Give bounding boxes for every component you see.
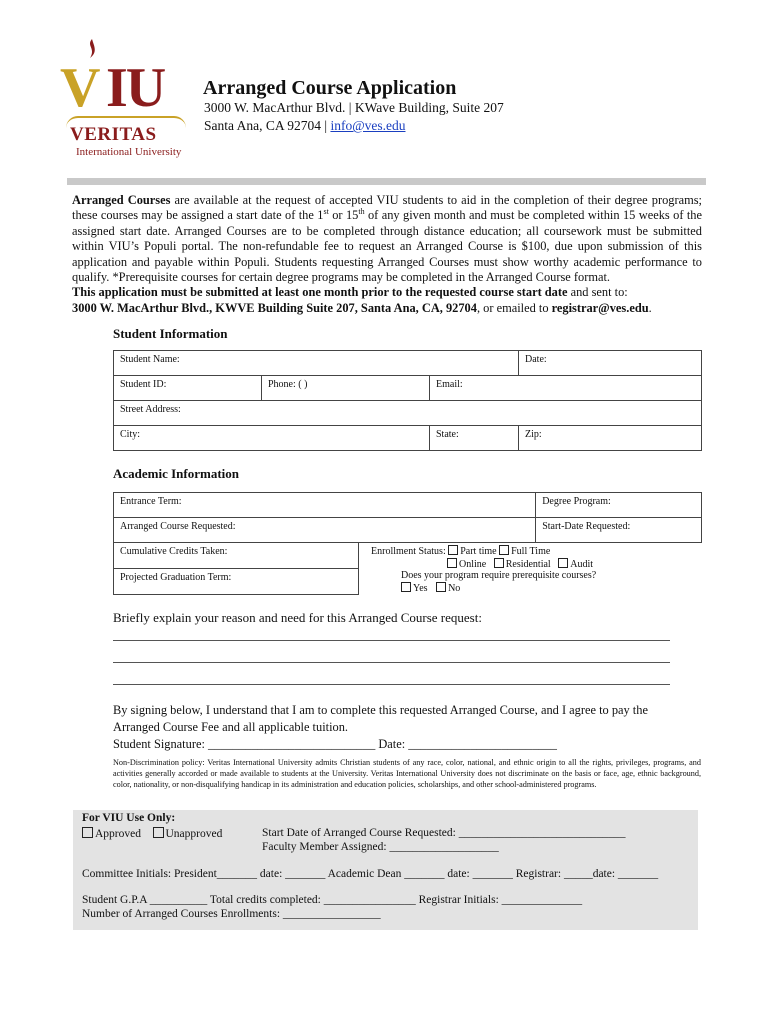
approved-checkbox[interactable]	[82, 827, 93, 838]
intro-sent-to: and sent to:	[567, 285, 628, 300]
prereq-yes-checkbox[interactable]	[401, 582, 411, 592]
audit-label: Audit	[570, 558, 593, 570]
unapproved-label: Unapproved	[165, 828, 223, 840]
signature-statement: By signing below, I understand that I am to complete this requested Arranged Course, and I agree to pay the Arranged Course Fee and all applicable tuition.	[113, 703, 648, 734]
approved-label: Approved	[95, 828, 141, 840]
student-info-heading: Student Information	[113, 326, 228, 341]
page-title: Arranged Course Application	[203, 77, 457, 99]
start-date-line[interactable]: Start Date of Arranged Course Requested: _____________________________	[262, 827, 626, 839]
logo-letters-iu: IU	[106, 57, 165, 119]
header-divider	[67, 178, 706, 185]
date-field[interactable]: Date:	[519, 351, 702, 376]
signature-section	[113, 702, 673, 753]
intro-paragraph	[72, 193, 702, 316]
online-checkbox[interactable]	[447, 558, 457, 568]
logo-subtitle: International University	[76, 146, 182, 158]
faculty-line[interactable]: Faculty Member Assigned: ___________________	[262, 841, 499, 853]
phone-field[interactable]: Phone: ( )	[262, 376, 430, 401]
signature-line[interactable]: Student Signature: ___________________________ Date: ________________________	[113, 737, 557, 751]
address-city: Santa Ana, CA 92704 |	[204, 118, 331, 133]
residential-label: Residential	[505, 558, 551, 570]
student-id-field[interactable]: Student ID:	[114, 376, 262, 401]
intro-sup-1: st	[323, 207, 329, 217]
mailing-address: 3000 W. MacArthur Blvd., KWVE Building Suite 207, Santa Ana, CA, 92704	[72, 300, 477, 315]
nondiscrimination-policy: Non-Discrimination policy: Veritas International University admits Christian students of any race, color, national, and ethnic origin to all the rights, privileges, programs, and activities generally accorded or made available to students at the University. Veritas International University does not discriminate on the basis or face, age, ethnic background, color, nationality, or non-disqualifying handicap in its administration and education policies, scholarships, and other school-administered programs.	[113, 758, 701, 789]
intro-period: .	[648, 300, 652, 315]
entrance-term-field[interactable]: Entrance Term:	[114, 493, 536, 518]
logo-name: VERITAS	[70, 124, 157, 145]
university-logo	[58, 38, 193, 163]
info-email-link[interactable]: info@ves.edu	[330, 118, 406, 133]
academic-info-heading: Academic Information	[113, 466, 240, 481]
gpa-line[interactable]: Student G.P.A __________ Total credits completed: ________________ Registrar Initials: ______________	[82, 894, 583, 906]
degree-program-field[interactable]: Degree Program:	[536, 493, 702, 518]
enrollment-status-label: Enrollment Status:	[371, 546, 446, 557]
address-line-1: 3000 W. MacArthur Blvd. | KWave Building, Suite 207	[204, 100, 504, 115]
registrar-email: registrar@ves.edu	[551, 300, 649, 315]
audit-checkbox[interactable]	[558, 558, 568, 568]
intro-text-1: are available at the request of accepted VIU students to aid in the completion of their degree programs; these courses may be assigned a start date of the 1	[72, 193, 702, 223]
email-field[interactable]: Email:	[430, 376, 702, 401]
academic-info-table	[113, 492, 702, 595]
course-requested-field[interactable]: Arranged Course Requested:	[114, 518, 536, 543]
committee-line[interactable]: Committee Initials: President_______ date: _______ Academic Dean _______ date: _______ Registrar: _____date: _______	[82, 868, 659, 880]
graduation-term-field[interactable]: Projected Graduation Term:	[114, 568, 359, 594]
explain-line-2[interactable]	[113, 662, 670, 663]
office-use-heading: For VIU Use Only:	[82, 812, 176, 824]
start-date-requested-field[interactable]: Start-Date Requested:	[536, 518, 702, 543]
full-time-checkbox[interactable]	[499, 545, 509, 555]
zip-field[interactable]: Zip:	[519, 426, 702, 451]
student-info-table	[113, 350, 702, 451]
explain-prompt: Briefly explain your reason and need for this Arranged Course request:	[113, 610, 482, 625]
street-address-field[interactable]: Street Address:	[114, 401, 702, 426]
state-field[interactable]: State:	[430, 426, 519, 451]
approval-options	[82, 827, 222, 840]
intro-sup-2: th	[358, 207, 365, 217]
prereq-no-checkbox[interactable]	[436, 582, 446, 592]
intro-lead: Arranged Courses	[72, 193, 171, 207]
prereq-yes-label: Yes	[413, 582, 428, 594]
explain-line-1[interactable]	[113, 640, 670, 641]
city-field[interactable]: City:	[114, 426, 430, 451]
credits-taken-field[interactable]: Cumulative Credits Taken:	[114, 543, 359, 569]
enrollments-line[interactable]: Number of Arranged Courses Enrollments: _________________	[82, 908, 381, 920]
part-time-label: Part time	[460, 546, 497, 557]
unapproved-checkbox[interactable]	[153, 827, 164, 838]
explain-line-3[interactable]	[113, 684, 670, 685]
logo-letter-v: V	[60, 57, 99, 119]
student-name-field[interactable]: Student Name:	[114, 351, 519, 376]
prereq-question: Does your program require prerequisite courses?	[401, 570, 597, 581]
intro-text-2: or 15	[328, 208, 359, 223]
online-label: Online	[459, 558, 487, 570]
intro-text-3: of any given month and must be completed within 15 weeks of the assigned start date. Arranged Courses are to be completed through distance education; all coursework must be submitted within VIU’s Populi portal. The non-refundable fee to request an Arranged Course is $100, due upon submission of this application and payable within Populi. Students requesting Arranged Courses must show worthy academic performance to qualify. *Prerequisite courses for certain degree programs may be completed in the Arranged Course format.	[72, 208, 702, 285]
part-time-checkbox[interactable]	[448, 545, 458, 555]
residential-checkbox[interactable]	[494, 558, 504, 568]
intro-or-emailed: , or emailed to	[476, 300, 552, 315]
address-line-2	[204, 118, 406, 134]
prereq-no-label: No	[448, 582, 461, 594]
submission-deadline: This application must be submitted at least one month prior to the requested course start date	[72, 285, 568, 300]
full-time-label: Full Time	[511, 546, 551, 557]
office-use-box	[73, 810, 698, 930]
enrollment-status-group	[359, 543, 702, 595]
